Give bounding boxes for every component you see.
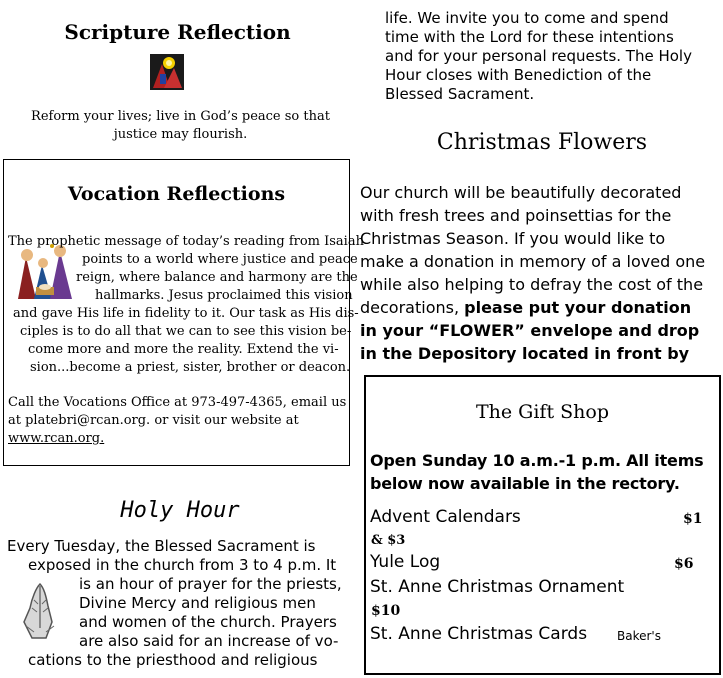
holy-hour-line: Divine Mercy and religious men xyxy=(79,594,316,612)
gift-shop-title: The Gift Shop xyxy=(475,401,609,423)
vocation-line: hallmarks. Jesus proclaimed this vision xyxy=(95,288,353,303)
nativity-icon xyxy=(12,243,76,299)
vocation-line: points to a world where justice and peace xyxy=(82,252,358,267)
gift-item-price: $1 xyxy=(683,511,703,527)
vocation-line: and gave His life in fidelity to it. Our task as His dis- xyxy=(13,306,359,321)
holy-hour-line: cations to the priesthood and religious xyxy=(28,651,318,669)
vocation-line: sion...become a priest, sister, brother or deacon. xyxy=(30,360,351,375)
gift-item-yule-log: Yule Log xyxy=(370,552,441,572)
christmas-flowers-line xyxy=(360,296,691,319)
vocation-contact-line: Call the Vocations Office at 973-497-4365, email us xyxy=(8,395,347,410)
gift-shop-intro-line: Open Sunday 10 a.m.-1 p.m. All items xyxy=(370,451,704,470)
vocation-contact-line: at platebri@rcan.org. or visit our website at xyxy=(8,413,299,428)
gift-item-advent-calendars: Advent Calendars xyxy=(370,507,521,527)
holy-hour-line: exposed in the church from 3 to 4 p.m. It xyxy=(28,556,337,574)
gift-item-price: & $3 xyxy=(371,533,406,548)
candle-icon xyxy=(150,54,184,90)
scripture-reflection-text: Reform your lives; live in God’s peace so that justice may flourish. xyxy=(31,109,330,142)
scripture-reflection-title: Scripture Reflection xyxy=(64,20,291,44)
vocation-line: ciples is to do all that we can to see this vision be- xyxy=(20,324,352,339)
gift-item-christmas-cards: St. Anne Christmas Cards xyxy=(370,624,588,644)
gift-item-price: $10 xyxy=(371,603,401,619)
holy-hour-line: Every Tuesday, the Blessed Sacrament is xyxy=(7,537,316,555)
vocation-line: The prophetic message of today’s reading from Isaiah xyxy=(8,234,364,249)
christmas-flowers-regular-text: decorations, xyxy=(360,298,465,317)
vocation-website-link[interactable]: www.rcan.org. xyxy=(8,431,105,446)
christmas-flowers-line: Christmas Season. If you would like to xyxy=(360,229,666,248)
gift-item-ornament: St. Anne Christmas Ornament xyxy=(370,577,625,597)
vocation-reflections-title: Vocation Reflections xyxy=(67,183,286,205)
christmas-flowers-title: Christmas Flowers xyxy=(436,130,648,155)
christmas-flowers-line: while also helping to defray the cost of the xyxy=(360,275,704,294)
holy-hour-continued-line: life. We invite you to come and spend xyxy=(385,9,669,27)
gift-item-note: Baker's xyxy=(617,629,661,643)
holy-hour-line: are also said for an increase of vo- xyxy=(79,632,339,650)
gift-item-price: $6 xyxy=(674,556,694,572)
holy-hour-title: Holy Hour xyxy=(120,498,240,523)
vocation-line: come more and more the reality. Extend the vi- xyxy=(28,342,339,357)
holy-hour-continued-line: time with the Lord for these intentions xyxy=(385,28,674,46)
holy-hour-continued-line: and for your personal requests. The Holy xyxy=(385,47,692,65)
vocation-line: reign, where balance and harmony are the xyxy=(76,270,358,285)
christmas-flowers-bold-line: in your “FLOWER” envelope and drop xyxy=(360,321,700,340)
christmas-flowers-line: with fresh trees and poinsettias for the xyxy=(360,206,672,225)
christmas-flowers-bold-text: please put your donation xyxy=(464,298,692,317)
holy-hour-line: and women of the church. Prayers xyxy=(79,613,337,631)
praying-hands-icon xyxy=(18,582,64,640)
holy-hour-line: is an hour of prayer for the priests, xyxy=(79,575,342,593)
gift-shop-intro-line: below now available in the rectory. xyxy=(370,474,680,493)
christmas-flowers-line: Our church will be beautifully decorated xyxy=(360,183,682,202)
holy-hour-continued-line: Hour closes with Benediction of the xyxy=(385,66,652,84)
holy-hour-continued-line: Blessed Sacrament. xyxy=(385,85,535,103)
christmas-flowers-bold-line: in the Depository located in front by xyxy=(360,344,690,363)
christmas-flowers-line: make a donation in memory of a loved one xyxy=(360,252,706,271)
